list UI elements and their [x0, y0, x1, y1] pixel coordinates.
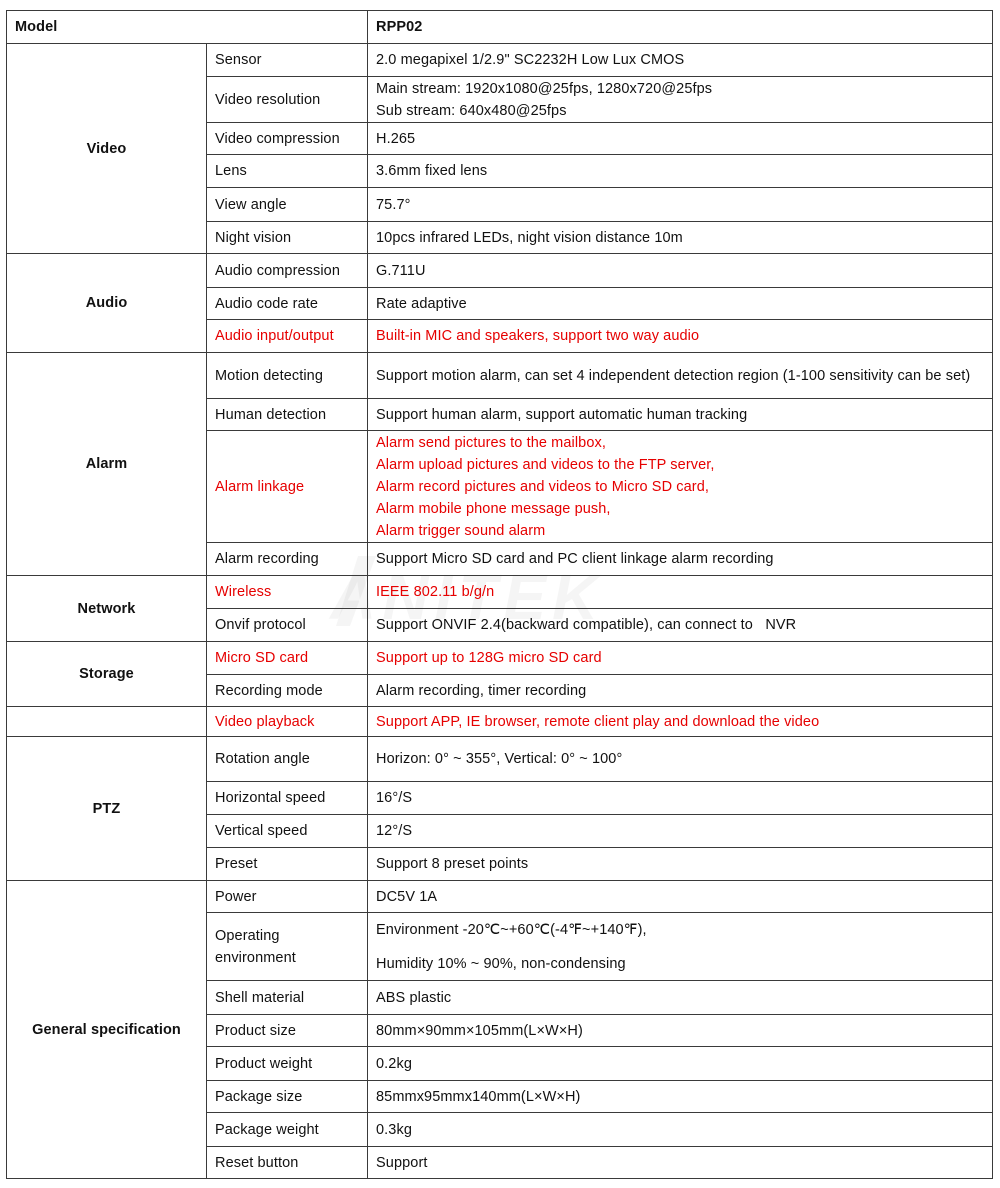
spec-label: Human detection: [207, 399, 368, 431]
spec-value: Support APP, IE browser, remote client play and download the video: [368, 707, 993, 737]
spec-value: 75.7°: [368, 188, 993, 222]
spec-label: Recording mode: [207, 675, 368, 707]
spec-label: Video compression: [207, 123, 368, 155]
spec-label: Package size: [207, 1081, 368, 1113]
spec-value: 16°/S: [368, 782, 993, 815]
spec-value: Support human alarm, support automatic human tracking: [368, 399, 993, 431]
spec-label: Video playback: [207, 707, 368, 737]
environment-range: Environment -20℃~+60℃(-4℉~+140℉),: [376, 921, 647, 938]
spec-value: 0.3kg: [368, 1113, 993, 1147]
table-row: [7, 707, 993, 737]
category-alarm: Alarm: [7, 353, 207, 576]
linkage-line: Alarm send pictures to the mailbox,: [376, 434, 606, 451]
spec-value: 12°/S: [368, 815, 993, 848]
linkage-line: Alarm mobile phone message push,: [376, 500, 611, 517]
spec-table: [6, 10, 993, 1179]
table-row: [7, 737, 993, 782]
spec-label: Alarm linkage: [207, 431, 368, 543]
empty-category-cell: [7, 707, 207, 737]
spec-value: Support motion alarm, can set 4 independent detection region (1-100 sensitivity can be set): [368, 353, 993, 399]
spec-label: Lens: [207, 155, 368, 188]
spec-label: Micro SD card: [207, 642, 368, 675]
category-storage: Storage: [7, 642, 207, 707]
spec-label: Horizontal speed: [207, 782, 368, 815]
spec-label: Rotation angle: [207, 737, 368, 782]
spec-value: 0.2kg: [368, 1047, 993, 1081]
spec-value: Horizon: 0° ~ 355°, Vertical: 0° ~ 100°: [368, 737, 993, 782]
table-row: [7, 353, 993, 399]
spec-value: DC5V 1A: [368, 881, 993, 913]
spec-value: 3.6mm fixed lens: [368, 155, 993, 188]
category-audio: Audio: [7, 254, 207, 353]
spec-value: 2.0 megapixel 1/2.9" SC2232H Low Lux CMOS: [368, 44, 993, 77]
spec-value: 10pcs infrared LEDs, night vision distance 10m: [368, 222, 993, 254]
spec-label: Onvif protocol: [207, 609, 368, 642]
spec-value: 85mmx95mmx140mm(L×W×H): [368, 1081, 993, 1113]
category-ptz: PTZ: [7, 737, 207, 881]
spec-value: Support 8 preset points: [368, 848, 993, 881]
spec-label: Sensor: [207, 44, 368, 77]
spec-value: [368, 77, 993, 123]
spec-label: Shell material: [207, 981, 368, 1015]
spec-value: Support: [368, 1147, 993, 1179]
spec-label: Night vision: [207, 222, 368, 254]
spec-label: Motion detecting: [207, 353, 368, 399]
linkage-line: Alarm trigger sound alarm: [376, 522, 546, 539]
spec-label: Audio code rate: [207, 288, 368, 320]
spec-label: Power: [207, 881, 368, 913]
spec-value: ABS plastic: [368, 981, 993, 1015]
spec-value: [368, 913, 993, 981]
resolution-main: Main stream: 1920x1080@25fps, 1280x720@25fps: [376, 80, 713, 97]
model-label: Model: [7, 11, 368, 44]
spec-label: Package weight: [207, 1113, 368, 1147]
spec-label: View angle: [207, 188, 368, 222]
spec-label: Product weight: [207, 1047, 368, 1081]
table-row: [7, 44, 993, 77]
spec-label: Audio compression: [207, 254, 368, 288]
spec-label: Wireless: [207, 576, 368, 609]
spec-label: Reset button: [207, 1147, 368, 1179]
spec-value: Alarm recording, timer recording: [368, 675, 993, 707]
category-general: General specification: [7, 881, 207, 1179]
linkage-line: Alarm upload pictures and videos to the FTP server,: [376, 456, 715, 473]
category-network: Network: [7, 576, 207, 642]
spec-value: Support ONVIF 2.4(backward compatible), can connect to NVR: [368, 609, 993, 642]
spec-value: Rate adaptive: [368, 288, 993, 320]
spec-value: IEEE 802.11 b/g/n: [368, 576, 993, 609]
table-row: [7, 11, 993, 44]
resolution-sub: Sub stream: 640x480@25fps: [376, 102, 567, 119]
table-row: [7, 642, 993, 675]
linkage-line: Alarm record pictures and videos to Micro SD card,: [376, 478, 709, 495]
spec-label: Video resolution: [207, 77, 368, 123]
environment-label-line: environment: [215, 949, 296, 966]
environment-label-line: Operating: [215, 927, 280, 944]
spec-value: Support up to 128G micro SD card: [368, 642, 993, 675]
table-row: [7, 254, 993, 288]
spec-value: H.265: [368, 123, 993, 155]
spec-value: Built-in MIC and speakers, support two way audio: [368, 320, 993, 353]
table-row: [7, 576, 993, 609]
category-video: Video: [7, 44, 207, 254]
spec-label: Alarm recording: [207, 543, 368, 576]
spec-label: Product size: [207, 1015, 368, 1047]
spec-value: [368, 431, 993, 543]
spec-label: Vertical speed: [207, 815, 368, 848]
table-row: [7, 881, 993, 913]
humidity-range: Humidity 10% ~ 90%, non-condensing: [376, 955, 626, 972]
spec-label: Audio input/output: [207, 320, 368, 353]
spec-value: G.711U: [368, 254, 993, 288]
spec-value: 80mm×90mm×105mm(L×W×H): [368, 1015, 993, 1047]
spec-label: Preset: [207, 848, 368, 881]
spec-label: [207, 913, 368, 981]
spec-value: Support Micro SD card and PC client linkage alarm recording: [368, 543, 993, 576]
model-value: RPP02: [368, 11, 993, 44]
